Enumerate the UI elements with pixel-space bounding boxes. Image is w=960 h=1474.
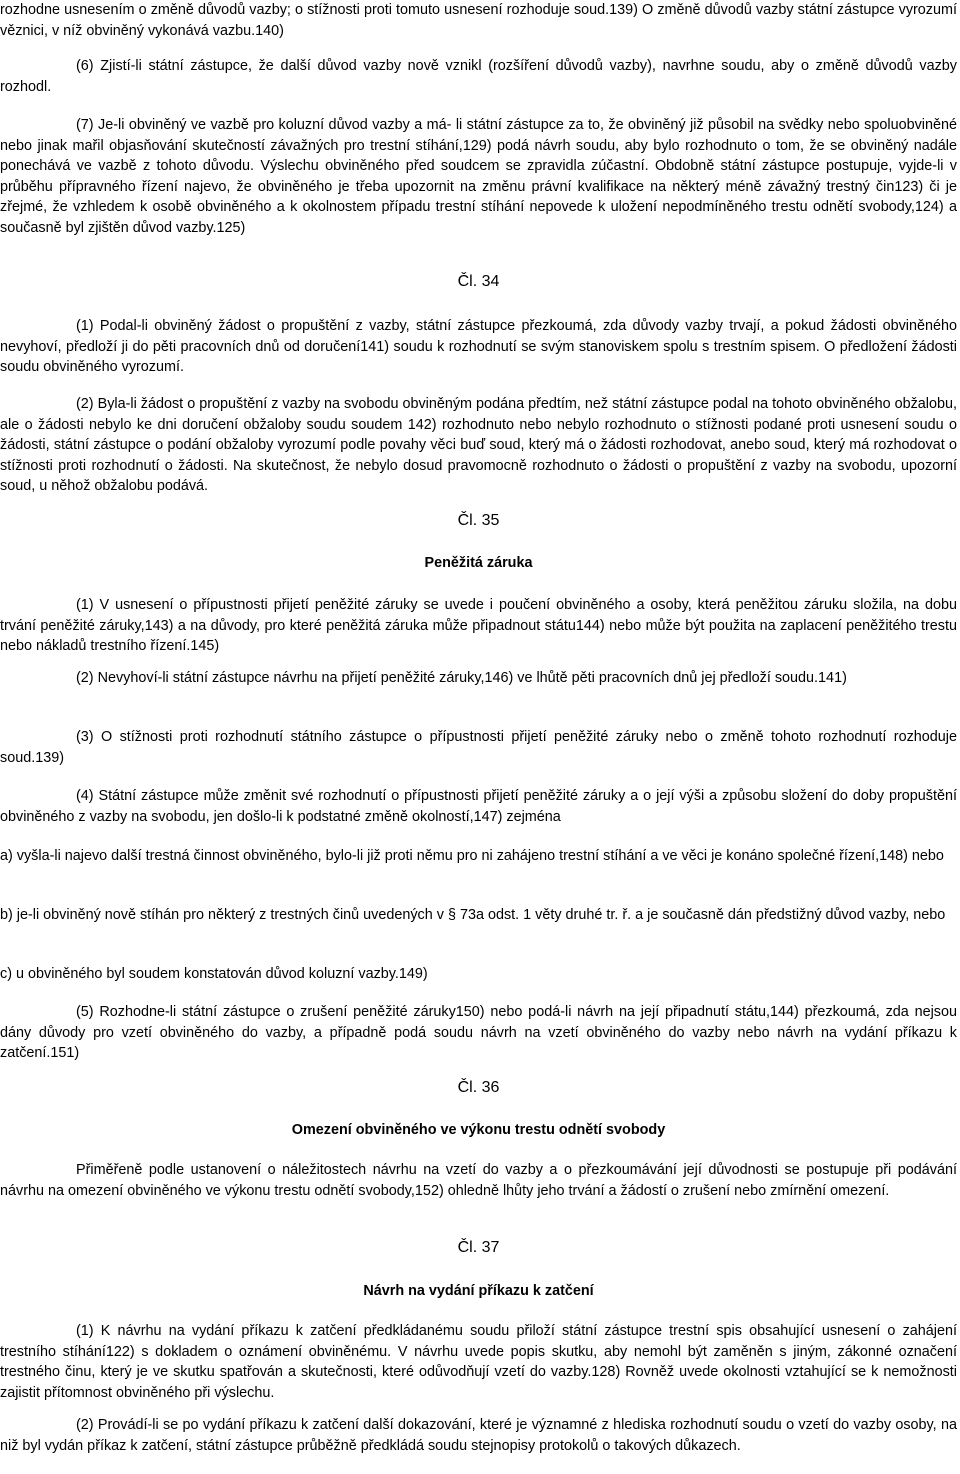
article-36-title: Omezení obviněného ve výkonu trestu odnětí svobody [291,1122,666,1138]
paragraph-7: (7) Je-li obviněný ve vazbě pro koluzní důvod vazby a má- li státní zástupce za to, že obviněný již působil na svědky nebo spoluobviněné nebo jinak mařil objasňování skutečností závažných pro trestní stíhání,129) podá návrh soudu, aby bylo rozhodnuto o tom, že se obviněný nadále ponechává ve vazbě z tohoto důvodu. Výslechu obviněného před soudcem se zpravidla zúčastní. Obdobně státní zástupce postupuje, vyjde-li v průběhu přípravného řízení najevo, že obviněného je třeba upozornit na změnu právní kvalifikace na některý méně závažný trestný čin123) či je zřejmé, že vzhledem k osobě obviněného a k okolnostem případu trestní stíhání nepovede k uložení nepodmíněného trestu odnětí svobody,124) a současně byl zjištěn důvod vazby.125) [0,117,957,236]
art36-paragraph: Přiměřeně podle ustanovení o náležitostech návrhu na vzetí do vazby a o přezkoumávání její důvodnosti se postupuje při podávání návrhu na omezení obviněného ve výkonu trestu odnětí svobody,152) ohledně lhůty jeho trvání a žádostí o zrušení nebo zmírnění omezení. [0,1162,957,1199]
article-35-heading: Čl. 35 [457,512,500,529]
art35-paragraph-1: (1) V usnesení o přípustnosti přijetí peněžité záruky se uvede i poučení obviněného a osoby, která peněžitou záruku složila, na dobu trvání peněžité záruky,143) a na důvody, pro které peněžitá záruka může připadnout státu144) nebo může být použita na zaplacení peněžitého trestu nebo nákladů trestního řízení.145) [0,597,957,654]
article-34-heading: Čl. 34 [457,273,500,290]
art37-paragraph-2: (2) Provádí-li se po vydání příkazu k zatčení další dokazování, které je významné z hlediska rozhodnutí soudu o vzetí do vazby osoby, na niž byl vydán příkaz k zatčení, státní zástupce průběžně předkládá soudu stejnopisy protokolů o takových důkazech. [0,1417,957,1454]
art35-item-c: c) u obviněného byl soudem konstatován důvod koluzní vazby.149) [0,966,428,982]
art34-paragraph-1: (1) Podal-li obviněný žádost o propuštění z vazby, státní zástupce přezkoumá, zda důvody vazby trvají, a pokud žádosti obviněného nevyhoví, předloží ji do pěti pracovních dnů od doručení141) soudu k rozhodnutí se svým stanoviskem spolu s trestním spisem. O předložení žádosti soudu obviněného vyrozumí. [0,318,957,375]
paragraph-continuation: rozhodne usnesením o změně důvodů vazby; o stížnosti proti tomuto usnesení rozhoduje soud.139) O změně důvodů vazby státní zástupce vyrozumí věznici, v níž obviněný vykonává vazbu.140) [0,2,957,39]
article-35-title: Peněžitá záruka [424,555,533,571]
art35-paragraph-5: (5) Rozhodne-li státní zástupce o zrušení peněžité záruky150) nebo podá-li návrh na její připadnutí státu,144) přezkoumá, zda nejsou dány důvody pro vzetí obviněného do vazby, a případně podá soudu návrh na vzetí obviněného do vazby nebo návrh na vydání příkazu k zatčení.151) [0,1004,957,1061]
art34-paragraph-2: (2) Byla-li žádost o propuštění z vazby na svobodu obviněným podána předtím, než státní zástupce podal na tohoto obviněného obžalobu, ale o žádosti nebylo ke dni doručení obžaloby soudu soudem 142) rozhodnuto nebo nebylo rozhodnuto o stížnosti podané proti usnesení soudu o žádosti, státní zástupce o podání obžaloby vyrozumí podle povahy věci buď soud, který má o žádosti rozhodovat, anebo soud, který má rozhodovat o stížnosti proti rozhodnutí o žádosti. Na skutečnost, že nebylo dosud pravomocně rozhodnuto o žádosti o propuštění z vazby na svobodu, upozorní soud, u něhož obžalobu podává. [0,396,957,494]
art37-paragraph-1: (1) K návrhu na vydání příkazu k zatčení předkládanému soudu přiloží státní zástupce trestní spis obsahující usnesení o zahájení trestního stíhání122) s dokladem o oznámení obviněnému. V návrhu uvede popis skutku, aby nemohl být zaměněn s jiným, zákonné označení trestného činu, který je ve skutku spatřován a skutečnosti, které odůvodňují vzetí do vazby.128) Rovněž uvede okolnosti vztahující se k nemožnosti zajistit přítomnost obviněného při výslechu. [0,1323,957,1401]
article-36-heading: Čl. 36 [457,1079,500,1096]
art35-paragraph-3: (3) O stížnosti proti rozhodnutí státního zástupce o přípustnosti přijetí peněžité záruky nebo o změně tohoto rozhodnutí rozhoduje soud.139) [0,729,957,766]
article-37-title: Návrh na vydání příkazu k zatčení [363,1283,594,1299]
art35-paragraph-2: (2) Nevyhoví-li státní zástupce návrhu na přijetí peněžité záruky,146) ve lhůtě pěti pracovních dnů jej předloží soudu.141) [76,670,847,686]
art35-item-b: b) je-li obviněný nově stíhán pro některý z trestných činů uvedených v § 73a odst. 1 věty druhé tr. ř. a je současně dán předstižný důvod vazby, nebo [0,907,946,923]
art35-item-a: a) vyšla-li najevo další trestná činnost obviněného, bylo-li již proti němu pro ni zahájeno trestní stíhání a ve věci je konáno společné řízení,148) nebo [0,848,944,864]
paragraph-6: (6) Zjistí-li státní zástupce, že další důvod vazby nově vznikl (rozšíření důvodů vazby), navrhne soudu, aby o změně důvodů vazby rozhodl. [0,58,957,95]
art35-paragraph-4: (4) Státní zástupce může změnit své rozhodnutí o přípustnosti přijetí peněžité záruky a o její výši a způsobu složení do doby propuštění obviněného z vazby na svobodu, jen došlo-li k podstatné změně okolností,147) zejména [0,788,957,825]
article-37-heading: Čl. 37 [457,1239,500,1256]
